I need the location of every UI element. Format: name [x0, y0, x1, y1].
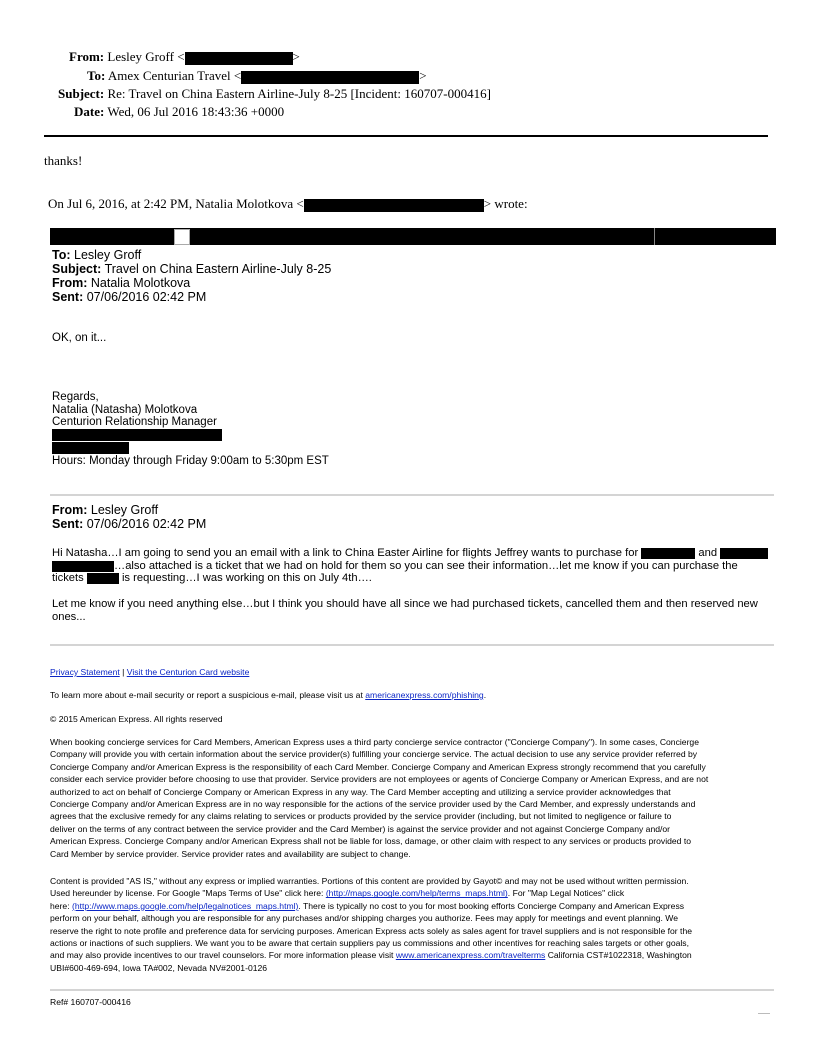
disclaimer-text: California CST#1022318, Washington: [545, 950, 692, 961]
earlier-line-1b: and: [698, 547, 718, 559]
quoted-from: Natalia Molotkova: [90, 276, 191, 290]
earlier-sent-row: [52, 517, 206, 531]
content-disclaimer: [50, 875, 770, 974]
page-mark: [758, 1013, 770, 1014]
quoted-sent-row: [52, 290, 206, 304]
redacted-name: [87, 573, 119, 584]
travelterms-link[interactable]: www.americanexpress.com/travelterms: [395, 950, 546, 961]
disclaimer-line: agrees that the exclusive remedy for any claims relating to services or products provided by the service provider (including, but not limited to negligence or failure to: [50, 811, 672, 822]
header-date-row: [74, 104, 284, 120]
disclaimer-line: deliver on the terms of any contract between the service provider and the Card Member) is against the service provider and not against Concierge Company and/or: [50, 823, 671, 834]
quote-intro: [48, 196, 528, 212]
earlier-line-1: [52, 547, 768, 560]
to-label: To:: [87, 68, 106, 83]
subject-text: Re: Travel on China Eastern Airline-July 8-25 [Incident: 160707-000416]: [107, 86, 491, 101]
security-end: .: [483, 690, 487, 700]
disclaimer-line: Company will provide you with certain information about the service provider(s) fulfilling your concierge service. The actual decision to use any service provider referred by: [50, 749, 698, 760]
footer-separator: |: [122, 667, 125, 677]
disclaimer-line: perform on your behalf, although you are responsible for any purchases and/or shipping charges you authorize. Fees may apply for meetings and event planning. We: [50, 913, 679, 924]
reply-body: thanks!: [44, 153, 83, 168]
regards: Regards,: [52, 391, 99, 403]
header-to-row: To: Amex Centurian Travel < >: [87, 68, 427, 83]
redacted-banner: [50, 228, 776, 245]
signature-title: Centurion Relationship Manager: [52, 416, 217, 428]
quoted-to-label: To:: [52, 248, 71, 262]
disclaimer-line: [50, 887, 770, 899]
header-subject-row: [58, 86, 491, 102]
disclaimer-text: and may also provide incentives to our travel counselors. For more information please visit: [50, 950, 396, 961]
redacted-email: [185, 52, 293, 65]
signature-name: Natalia (Natasha) Molotkova: [52, 404, 198, 416]
phishing-link[interactable]: americanexpress.com/phishing: [365, 690, 484, 700]
disclaimer-line: [50, 900, 770, 912]
from-name: Lesley Groff: [107, 49, 174, 64]
footer-links: [50, 666, 770, 678]
from-label: From:: [69, 49, 105, 64]
redacted-contact: [52, 429, 222, 441]
quote-intro-suffix: > wrote:: [483, 196, 528, 211]
quoted-subject-row: [52, 262, 331, 276]
earlier-sent: 07/06/2016 02:42 PM: [86, 517, 207, 531]
earlier-line-3: [52, 572, 372, 585]
earlier-line-3a: tickets: [52, 572, 84, 584]
redacted-name: [641, 548, 695, 559]
header-from-row: From: Lesley Groff < >: [69, 49, 300, 64]
maps-terms-link[interactable]: (http://maps.google.com/help/terms_maps.html): [325, 888, 508, 899]
disclaimer-line: When booking concierge services for Card Members, American Express uses a third party concierge service contractor ("Concierge Company"). In some cases, Concierge: [50, 737, 699, 747]
redacted-contact: [52, 442, 129, 454]
earlier-from: Lesley Groff: [90, 503, 159, 517]
signature-hours: Hours: Monday through Friday 9:00am to 5:30pm EST: [52, 455, 329, 467]
redacted-name: [720, 548, 768, 559]
redacted-name: [52, 561, 114, 572]
quoted-from-row: [52, 276, 190, 290]
disclaimer-line: Concierge Company and/or American Express is the responsibility of each Card Member. Concierge Company and American Express strongly recommend that you carefully: [50, 761, 706, 772]
disclaimer-line: Concierge Company and/or American Express are in no way responsible for the actions of the service provider used by the Card Member, and expressly understands and: [50, 799, 696, 810]
disclaimer-line: [50, 949, 770, 961]
footer-copyright: © 2015 American Express. All rights reserved: [50, 714, 223, 724]
centurion-card-link[interactable]: Visit the Centurion Card website: [126, 667, 250, 677]
earlier-from-row: [52, 503, 158, 517]
disclaimer-line: UBI#600-469-694, Iowa TA#002, Nevada NV#2001-0126: [50, 962, 268, 973]
header-divider: [44, 135, 768, 137]
disclaimer-line: Content is provided "AS IS," without any express or implied warranties. Portions of this content are provided by Gayot© and may not be used without written permission.: [50, 876, 689, 886]
quoted-to-row: [52, 248, 141, 262]
disclaimer-line: consider each service provider before choosing to use that provider. Service providers are not employees or agents of Concierge Company or American Express, and are not: [50, 774, 709, 785]
earlier-para2-line2: ones...: [52, 611, 86, 623]
earlier-line-2-text: …also attached is a ticket that we had on hold for them so you can see their information…let me know if you can purchase the: [114, 560, 738, 572]
quoted-divider: [50, 494, 774, 496]
date-label: Date:: [74, 104, 105, 119]
disclaimer-text: here:: [50, 900, 72, 911]
quoted-sent: 07/06/2016 02:42 PM: [86, 290, 207, 304]
quoted-from-label: From:: [52, 276, 88, 290]
earlier-divider: [50, 644, 774, 646]
security-text: To learn more about e-mail security or report a suspicious e-mail, please visit us at: [50, 690, 366, 700]
disclaimer-line: American Express. Concierge Company and/or American Express shall not be liable for loss, damage, or other claim with respect to any services or products provided to: [50, 836, 692, 847]
concierge-disclaimer: [50, 736, 770, 860]
date-text: Wed, 06 Jul 2016 18:43:36 +0000: [107, 104, 285, 119]
reference-number: Ref# 160707-000416: [50, 997, 131, 1007]
disclaimer-line: Card Member by service provider. Service provider rates and availability are subject to change.: [50, 848, 411, 859]
earlier-para2-line1: Let me know if you need anything else…but I think you should have all since we had purchased tickets, cancelled them and then reserved new: [52, 598, 758, 610]
banner-divider: [654, 228, 655, 245]
privacy-statement-link[interactable]: Privacy Statement: [50, 667, 120, 677]
disclaimer-line: actions or inactions of such suppliers. We want you to be aware that certain suppliers pay us commissions and other incentives for reaching sales targets or other goals,: [50, 938, 689, 949]
quoted-subject: Travel on China Eastern Airline-July 8-25: [104, 262, 332, 276]
quoted-body: OK, on it...: [52, 332, 107, 344]
quoted-sent-label: Sent:: [52, 290, 84, 304]
broken-image-icon: [174, 229, 190, 245]
to-name: Amex Centurian Travel: [107, 68, 231, 83]
disclaimer-text: . There is typically no cost to you for most booking efforts Concierge Company and American Express: [298, 900, 685, 911]
footer-security: [50, 689, 770, 701]
earlier-from-label: From:: [52, 503, 88, 517]
footer-divider: [50, 989, 774, 991]
earlier-line-3b: is requesting…I was working on this on July 4th….: [121, 572, 372, 584]
earlier-sent-label: Sent:: [52, 517, 84, 531]
maps-legal-link[interactable]: (http://www.maps.google.com/help/legalnotices_maps.html): [71, 900, 299, 911]
quoted-subject-label: Subject:: [52, 262, 102, 276]
earlier-line-1a: Hi Natasha…I am going to send you an email with a link to China Easter Airline for flights Jeffrey wants to purchase for: [52, 547, 639, 559]
quoted-to: Lesley Groff: [74, 248, 142, 262]
disclaimer-text: . For "Map Legal Notices" click: [507, 888, 625, 899]
disclaimer-line: reserve the right to note profile and preference data for servicing purposes. American Express acts solely as sales agent for travel suppliers and is not responsible for the: [50, 925, 693, 936]
quote-intro-prefix: On Jul 6, 2016, at 2:42 PM, Natalia Molotkova <: [48, 196, 304, 211]
redacted-email: [304, 199, 484, 212]
subject-label: Subject:: [58, 86, 105, 101]
disclaimer-text: Used hereunder by license. For Google "Maps Terms of Use" click here:: [50, 888, 326, 899]
disclaimer-line: authorized to act on behalf of Concierge Company or American Express in any way. The Card Member accepting and utilizing a service provider acknowledges that: [50, 786, 671, 797]
redacted-email: [241, 71, 419, 84]
